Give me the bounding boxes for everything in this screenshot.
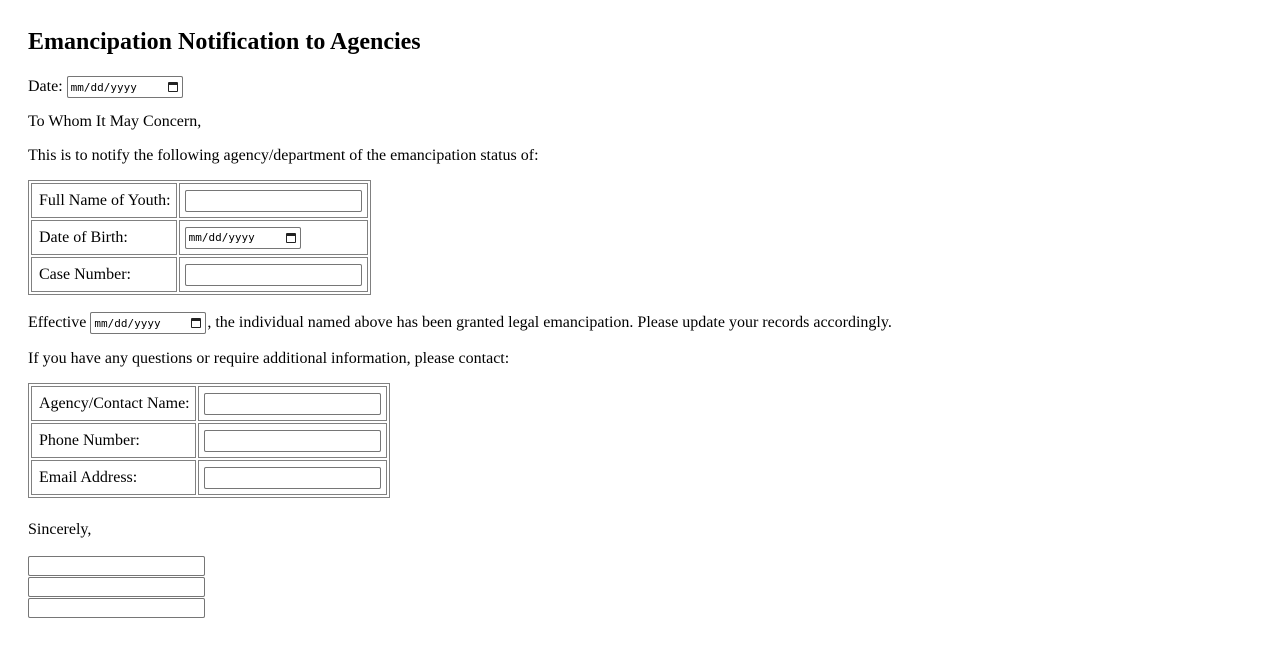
table-row (31, 220, 368, 255)
dob-cell (179, 220, 368, 255)
table-row (31, 183, 368, 218)
signature-block (28, 556, 1250, 618)
effective-suffix: , the individual named above has been granted legal emancipation. Please update your records accordingly. (207, 314, 892, 331)
signature-title-input[interactable] (28, 577, 205, 597)
page-title: Emancipation Notification to Agencies (28, 29, 421, 55)
table-row (31, 460, 387, 495)
dob-input[interactable] (185, 227, 301, 249)
table-row (31, 423, 387, 458)
email-input[interactable] (204, 467, 381, 489)
calendar-icon[interactable] (286, 233, 296, 243)
date-label: Date: (28, 78, 63, 95)
table-row (31, 257, 368, 292)
effective-date-input[interactable] (90, 312, 206, 334)
date-input-placeholder: mm/dd/yyyy (70, 80, 137, 94)
case-number-input[interactable] (185, 264, 362, 286)
case-number-label: Case Number: (31, 257, 177, 292)
agency-contact-cell (198, 386, 387, 421)
full-name-input[interactable] (185, 190, 362, 212)
phone-input[interactable] (204, 430, 381, 452)
full-name-cell (179, 183, 368, 218)
contact-intro: If you have any questions or require additional information, please contact: (28, 350, 510, 367)
closing: Sincerely, (28, 521, 92, 538)
effective-row (28, 311, 1250, 335)
phone-cell (198, 423, 387, 458)
phone-label: Phone Number: (31, 423, 196, 458)
dob-input-placeholder: mm/dd/yyyy (188, 230, 255, 244)
effective-date-placeholder: mm/dd/yyyy (94, 316, 161, 330)
agency-contact-input[interactable] (204, 393, 381, 415)
email-cell (198, 460, 387, 495)
agency-contact-label: Agency/Contact Name: (31, 386, 196, 421)
case-number-cell (179, 257, 368, 292)
effective-prefix: Effective (28, 314, 87, 331)
date-input[interactable] (67, 76, 183, 98)
calendar-icon[interactable] (191, 318, 201, 328)
signature-name-input[interactable] (28, 556, 205, 576)
contact-info-table (28, 383, 390, 498)
dob-label: Date of Birth: (31, 220, 177, 255)
greeting: To Whom It May Concern, (28, 113, 202, 130)
signature-agency-input[interactable] (28, 598, 205, 618)
email-label: Email Address: (31, 460, 196, 495)
full-name-label: Full Name of Youth: (31, 183, 177, 218)
intro-text: This is to notify the following agency/department of the emancipation status of: (28, 147, 539, 164)
date-row (28, 75, 1250, 99)
youth-info-table (28, 180, 371, 295)
table-row (31, 386, 387, 421)
calendar-icon[interactable] (168, 82, 178, 92)
